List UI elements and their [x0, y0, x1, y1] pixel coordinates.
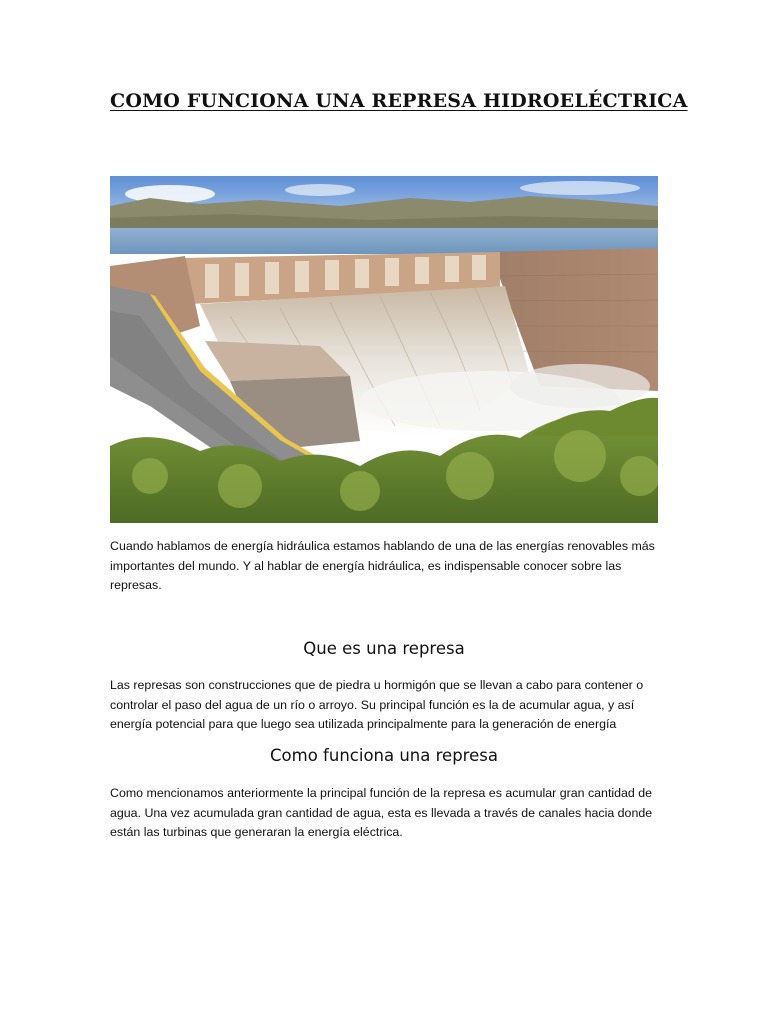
intro-paragraph: Cuando hablamos de energía hidráulica estamos hablando de una de las energías renovables más importantes del mundo. Y al hablar de energía hidráulica, es indispensable conocer sobre las represas.	[110, 539, 655, 592]
section-heading-como-funciona: Como funciona una represa	[270, 746, 498, 765]
document-title: COMO FUNCIONA UNA REPRESA HIDROELÉCTRICA	[110, 90, 688, 112]
section-body-como-funciona: Como mencionamos anteriormente la principal función de la represa es acumular gran cantidad de agua. Una vez acumulada gran cantidad de agua, esta es llevada a través de canales hacia donde están las turbinas que generaran la energía eléctrica.	[110, 786, 653, 839]
dam-photo	[110, 176, 658, 523]
section-heading-que-es: Que es una represa	[303, 639, 465, 658]
section-body-que-es: Las represas son construcciones que de piedra u hormigón que se llevan a cabo para contener o controlar el paso del agua de un río o arroyo. Su principal función es la de acumular agua, y así energía potencial para que luego sea utilizada principalmente para la generación de energía	[110, 678, 644, 731]
